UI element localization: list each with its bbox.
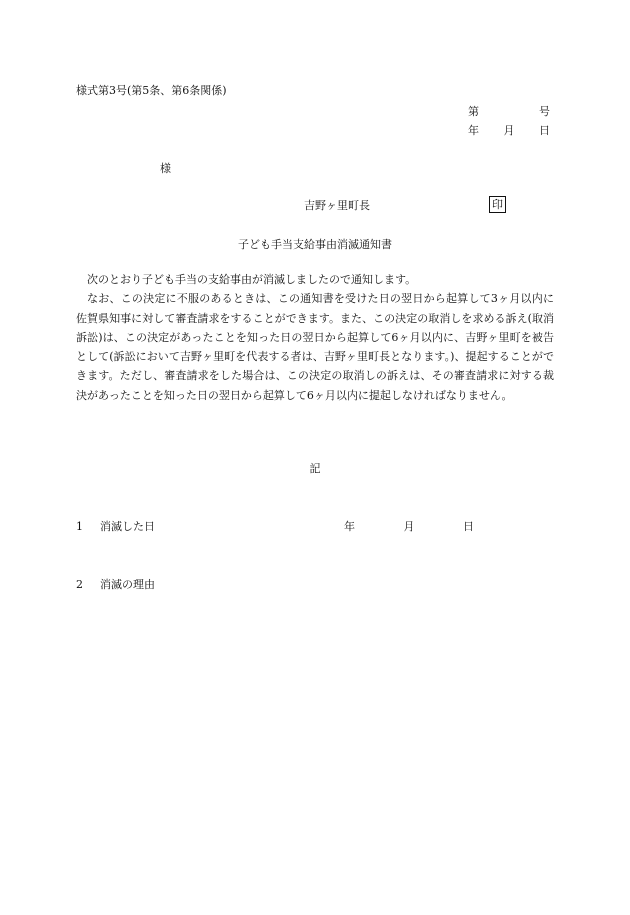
item-1-label-row <box>76 520 155 533</box>
notice-body <box>76 270 554 405</box>
item-1-date <box>344 520 474 533</box>
form-label: 様式第3号(第5条、第6条関係) <box>76 84 227 97</box>
item-2-number: 2 <box>76 578 83 591</box>
item-1-number: 1 <box>76 520 83 533</box>
item-1-year: 年 <box>344 520 355 533</box>
issue-year: 年 <box>468 124 479 137</box>
body-paragraph-1: 次のとおり子ども手当の支給事由が消滅しましたので通知します。 <box>87 273 417 286</box>
seal-stamp: 印 <box>489 196 506 213</box>
issuer-name: 吉野ヶ里町長 <box>304 199 370 212</box>
number-suffix: 号 <box>539 105 550 118</box>
item-1-day: 日 <box>463 520 474 533</box>
issue-day: 日 <box>539 124 550 137</box>
number-prefix: 第 <box>468 105 479 118</box>
item-2-label-row <box>76 578 155 591</box>
document-number-line <box>468 105 550 118</box>
issue-month: 月 <box>503 124 515 137</box>
addressee-suffix: 様 <box>160 162 171 175</box>
ki-heading: 記 <box>309 462 321 475</box>
body-paragraph-2: なお、この決定に不服のあるときは、この通知書を受けた日の翌日から起算して3ヶ月以内に佐賀県知事に対して審査請求をすることができます。また、この決定の取消しを求める訴え(取消訴訟)は、この決定があったことを知った日の翌日から起算して6ヶ月以内に、吉野ヶ里町を被告として(訴訟において吉野ヶ里町を代表する者は、吉野ヶ里町長となります。)、提起することができます。ただし、審査請求をした場合は、この決定の取消しの訴えは、その審査請求に対する裁決があったことを知った日の翌日から起算して6ヶ月以内に提起しなければなりません。 <box>76 292 554 402</box>
issue-date-line <box>468 124 550 137</box>
item-1-month: 月 <box>403 520 415 533</box>
item-1-label: 消滅した日 <box>100 520 155 533</box>
document-title: 子ども手当支給事由消滅通知書 <box>238 238 392 251</box>
item-2-label: 消滅の理由 <box>100 578 155 591</box>
